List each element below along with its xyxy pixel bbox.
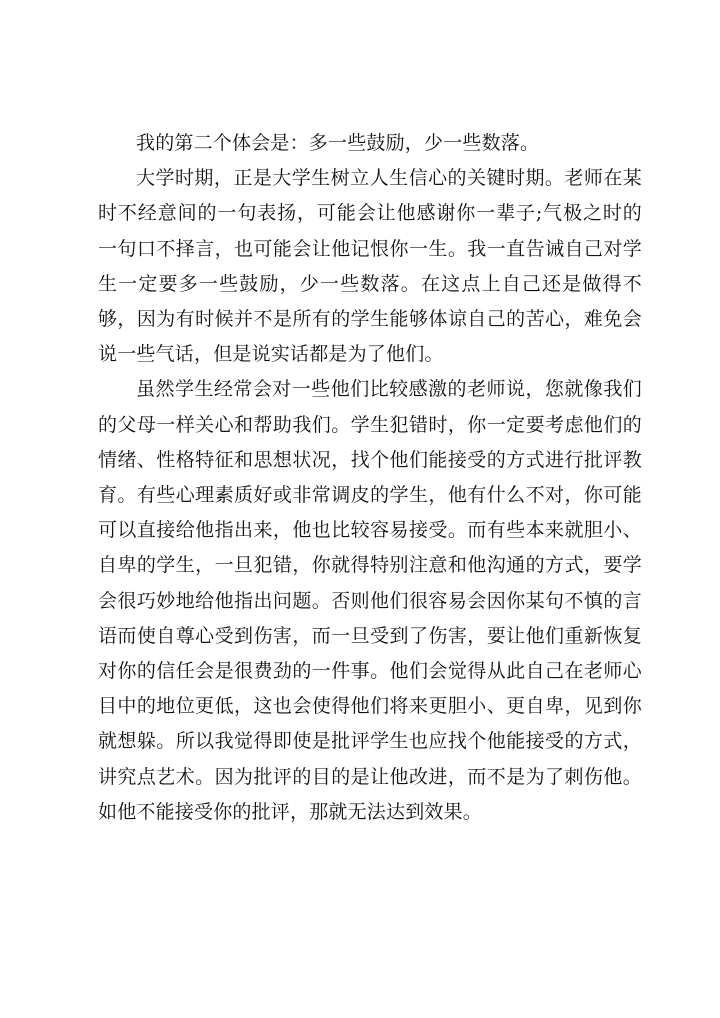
- paragraph-3: 虽然学生经常会对一些他们比较感激的老师说，您就像我们的父母一样关心和帮助我们。学生犯错时，你一定要考虑他们的情绪、性格特征和思想状况，找个他们能接受的方式进行批评教育。有些心理素质好或非常调皮的学生，他有什么不对，你可能可以直接给他指出来，他也比较容易接受。而有些本来就胆小、自卑的学生，一旦犯错，你就得特别注意和他沟通的方式，要学会很巧妙地给他指出问题。否则他们很容易会因你某句不慎的言语而使自尊心受到伤害，而一旦受到了伤害，要让他们重新恢复对你的信任会是很费劲的一件事。他们会觉得从此自己在老师心目中的地位更低，这也会使得他们将来更胆小、更自卑，见到你就想躲。所以我觉得即使是批评学生也应找个他能接受的方式，讲究点艺术。因为批评的目的是让他改进，而不是为了刺伤他。如他不能接受你的批评，那就无法达到效果。: [98, 378, 642, 823]
- paragraph-2: 大学时期，正是大学生树立人生信心的关键时期。老师在某时不经意间的一句表扬，可能会让他感谢你一辈子;气极之时的一句口不择言，也可能会让他记恨你一生。我一直告诫自己对学生一定要多一些鼓励，少一些数落。在这点上自己还是做得不够，因为有时候并不是所有的学生能够体谅自己的苦心，难免会说一些气话，但是说实话都是为了他们。: [98, 167, 642, 366]
- document-body: [98, 126, 642, 830]
- paragraph-1: 我的第二个体会是：多一些鼓励，少一些数落。: [136, 132, 540, 154]
